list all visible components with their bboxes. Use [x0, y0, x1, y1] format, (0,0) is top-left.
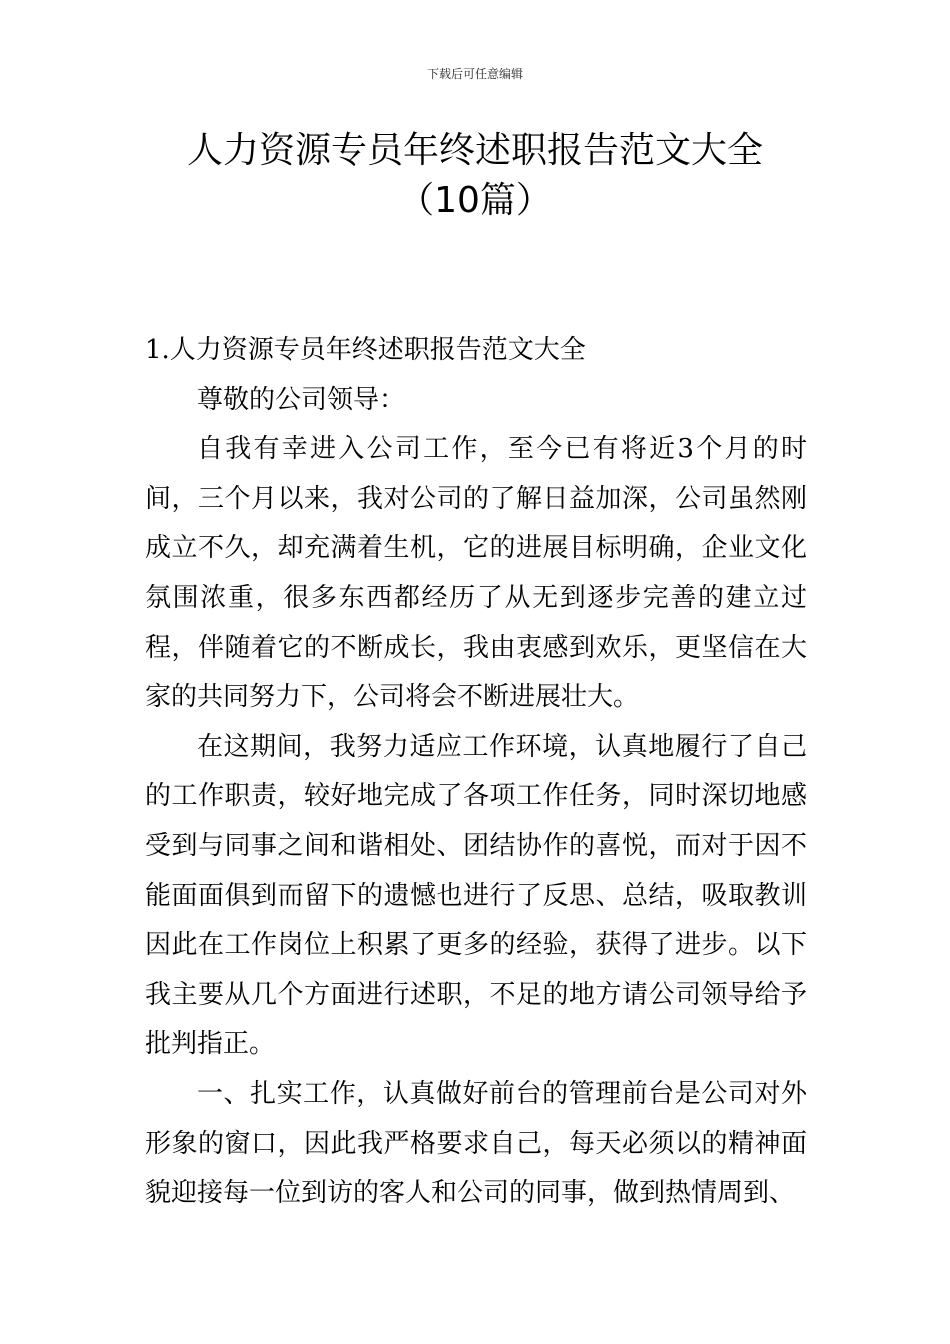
document-body [145, 326, 807, 1219]
body-paragraph-3: 一、扎实工作，认真做好前台的管理前台是公司对外形象的窗口，因此我严格要求自己，每天必须以的精神面貌迎接每一位到访的客人和公司的同事，做到热情周到、 [145, 1078, 807, 1209]
salutation: 尊敬的公司领导： [197, 384, 406, 415]
body-paragraph-2: 在这期间，我努力适应工作环境，认真地履行了自己的工作职责，较好地完成了各项工作任务，同时深切地感受到与同事之间和谐相处、团结协作的喜悦，而对于因不能面面俱到而留下的遗憾也进行了反思、总结，吸取教训因此在工作岗位上积累了更多的经验，获得了进步。以下我主要从几个方面进行述职，不足的地方请公司领导给予批判指正。 [145, 731, 807, 1060]
document-title: 人力资源专员年终述职报告范文大全（10篇） [186, 130, 763, 221]
body-paragraph-1: 自我有幸进入公司工作，至今已有将近3个月的时间，三个月以来，我对公司的了解日益加深，公司虽然刚成立不久，却充满着生机，它的进展目标明确，企业文化氛围浓重，很多东西都经历了从无到逐步完善的建立过程，伴随着它的不断成长，我由衷感到欢乐，更坚信在大家的共同努力下，公司将会不断进展壮大。 [145, 434, 807, 713]
section-heading: 1.人力资源专员年终述职报告范文大全 [145, 335, 586, 365]
header-note: 下载后可任意编辑 [426, 67, 523, 81]
